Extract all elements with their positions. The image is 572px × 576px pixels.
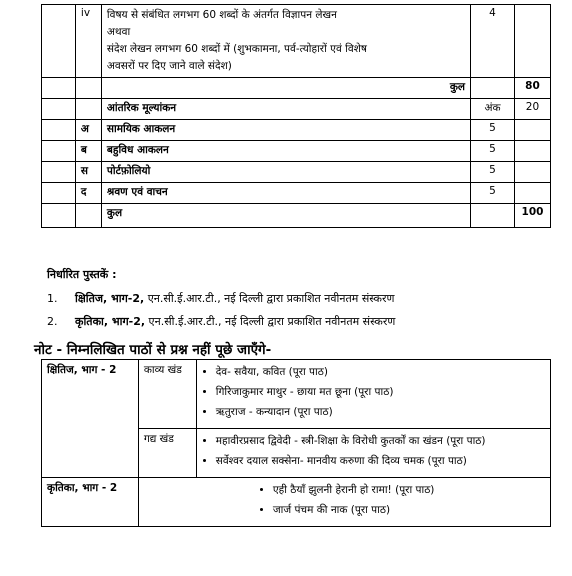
table-row [42, 360, 551, 429]
list-item: • ऋतुराज - कन्यादान (पूरा पाठ) [216, 405, 545, 419]
list-item: • जार्ज पंचम की नाक (पूरा पाठ) [273, 503, 545, 517]
list-item: • देव- सवैया, कवित (पूरा पाठ) [216, 365, 545, 379]
grand-total-label: कुल [101, 204, 470, 228]
note-heading: नोट - निम्नलिखित पाठों से प्रश्न नहीं पूछे जाएँगे- [34, 342, 272, 358]
excluded-lessons-table [41, 359, 551, 527]
books-title: निर्धारित पुस्तकें : [47, 268, 117, 281]
lesson-list [196, 360, 550, 429]
table-row [42, 478, 551, 527]
row-number: iv [75, 5, 101, 78]
table-row [42, 204, 551, 228]
ank-label: अंक [471, 99, 515, 120]
table-row [42, 78, 551, 99]
list-item: • एही ठैयाँ झुलनी हेरानी हो रामा! (पूरा पाठ) [273, 483, 545, 497]
table-row [42, 99, 551, 120]
list-item: • गिरिजाकुमार माथुर - छाया मत छूना (पूरा पाठ) [216, 385, 545, 399]
internal-assessment-label: आंतरिक मूल्यांकन [101, 99, 470, 120]
table-row: द श्रवण एवं वाचन 5 [42, 183, 551, 204]
book-name: क्षितिज, भाग - 2 [42, 360, 139, 478]
table-row [42, 5, 551, 78]
lesson-list [196, 429, 550, 478]
total-label: कुल [101, 78, 470, 99]
grand-total-value: 100 [514, 204, 550, 228]
internal-assessment-value: 20 [514, 99, 550, 120]
book-item: 2. कृतिका, भाग-2, एन.सी.ई.आर.टी., नई दिल्ली द्वारा प्रकाशित नवीनतम संस्करण [47, 315, 396, 328]
list-item: • सर्वेश्वर दयाल सक्सेना- मानवीय करुणा की दिव्य चमक (पूरा पाठ) [216, 454, 545, 468]
total-value: 80 [514, 78, 550, 99]
section-label: गद्य खंड [138, 429, 196, 478]
lesson-list [138, 478, 550, 527]
marks-table [41, 4, 551, 228]
table-row: स पोर्टफ़ोलियो 5 [42, 162, 551, 183]
section-label: काव्य खंड [138, 360, 196, 429]
table-row: अ सामयिक आकलन 5 [42, 120, 551, 141]
row-marks: 4 [471, 5, 515, 78]
table-row: ब बहुविध आकलन 5 [42, 141, 551, 162]
book-name: कृतिका, भाग - 2 [42, 478, 139, 527]
row-description: विषय से संबंधित लगभग 60 शब्दों के अंतर्गत विज्ञापन लेखन अथवा संदेश लेखन लगभग 60 शब्दों में (शुभकामना, पर्व-त्योहारों एवं विशेष अवसरों पर दिए जाने वाले संदेश) [101, 5, 470, 78]
list-item: • महावीरप्रसाद द्विवेदी - स्त्री-शिक्षा के विरोधी कुतर्कों का खंडन (पूरा पाठ) [216, 434, 545, 448]
book-item: 1. क्षितिज, भाग-2, एन.सी.ई.आर.टी., नई दिल्ली द्वारा प्रकाशित नवीनतम संस्करण [47, 292, 395, 305]
